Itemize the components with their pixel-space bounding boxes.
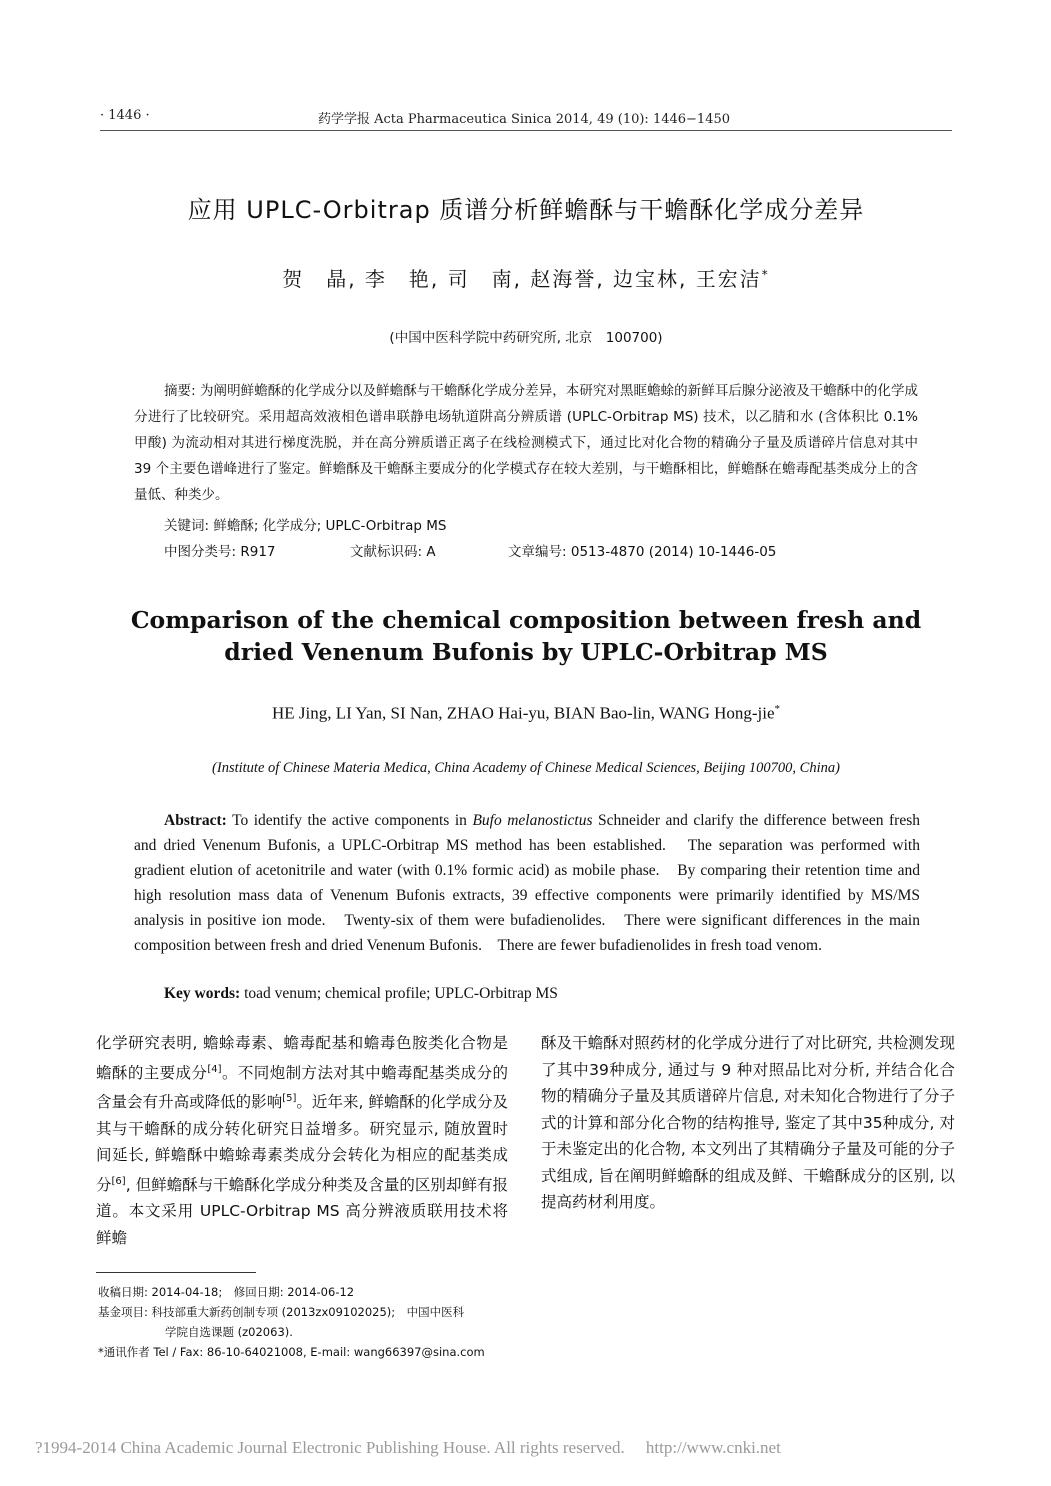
english-abstract-post: Schneider and clarify the difference between fresh and dried Venenum Bufonis, a UPLC-Orbitrap MS method has been established. The separation was performed with gradient elution of acetonitrile and water (with 0.1% formic acid) as mobile phase. By comparing their retention time and high resolution mass data of Venenum Bufonis extracts, 39 effective components were primarily identified by MS/MS analysis in positive ion mode. Twenty-six of them were bufadienolides. There were significant differences in the main composition between fresh and dried Venenum Bufonis. There are fewer bufadienolides in fresh toad venom. bbox=[134, 812, 920, 954]
body-text-a: 化学研究表明, 蟾蜍毒素、蟾毒配基和蟾毒色胺类化合物是蟾酥的主要成分 bbox=[96, 1034, 508, 1082]
english-title bbox=[100, 604, 952, 668]
citation-6: [6] bbox=[111, 1175, 126, 1187]
running-header bbox=[100, 108, 952, 128]
doc-label: 文献标识码: bbox=[350, 544, 423, 560]
english-author-names: HE Jing, LI Yan, SI Nan, ZHAO Hai-yu, BIAN Bao-lin, WANG Hong-jie bbox=[271, 703, 775, 723]
footnotes bbox=[98, 1282, 518, 1362]
doc-code bbox=[350, 540, 436, 560]
chinese-author-names: 贺 晶, 李 艳, 司 南, 赵海誉, 边宝林, 王宏洁 bbox=[282, 267, 762, 291]
class-label: 中图分类号: bbox=[164, 544, 237, 560]
corresponding-author: *通讯作者 Tel / Fax: 86-10-64021008, E-mail: wang66397@sina.com bbox=[98, 1345, 485, 1359]
corresponding-mark: * bbox=[761, 267, 770, 282]
english-authors bbox=[100, 703, 952, 724]
classification-line bbox=[164, 540, 924, 560]
article-value: 0513-4870 (2014) 10-1446-05 bbox=[570, 544, 777, 560]
english-affiliation: (Institute of Chinese Materia Medica, China Academy of Chinese Medical Sciences, Beijing 100700, China) bbox=[212, 760, 840, 776]
abstract-text: 为阐明鲜蟾酥的化学成分以及鲜蟾酥与干蟾酥化学成分差异，本研究对黑眶蟾蜍的新鲜耳后腺分泌液及干蟾酥中的化学成分进行了比较研究。采用超高效液相色谱串联静电场轨道阱高分辨质谱 (UPLC-Orbitrap MS) 技术，以乙腈和水 (含体积比 0.1% 甲酸) 为流动相对其进行梯度洗脱，并在高分辨质谱正离子在线检测模式下，通过比对化合物的精确分子量及质谱碎片信息对其中 39 个主要色谱峰进行了鉴定。鲜蟾酥及干蟾酥主要成分的化学模式存在较大差别，与干蟾酥相比，鲜蟾酥在蟾毒配基类成分上的含量低、种类少。 bbox=[134, 383, 918, 503]
english-corresponding-mark: * bbox=[774, 703, 781, 715]
doc-value: A bbox=[426, 544, 436, 560]
citation-5: [5] bbox=[282, 1093, 297, 1105]
fund-line-1: 基金项目: 科技部重大新药创制专项 (2013zx09102025); 中国中医科 bbox=[98, 1305, 465, 1319]
fund-line-2: 学院自选课题 (z02063). bbox=[165, 1325, 293, 1339]
header-divider bbox=[100, 130, 952, 131]
class-number bbox=[164, 540, 276, 560]
abstract-label: 摘要: bbox=[164, 383, 196, 399]
chinese-abstract bbox=[134, 378, 918, 508]
citation-4: [4] bbox=[207, 1063, 222, 1075]
journal-citation: 药学学报 Acta Pharmaceutica Sinica 2014, 49 (10): 1446−1450 bbox=[318, 112, 731, 127]
chinese-authors bbox=[100, 263, 952, 292]
article-number bbox=[508, 540, 776, 560]
english-abstract bbox=[134, 808, 920, 958]
english-abstract-label: Abstract: bbox=[164, 812, 227, 829]
chinese-title: 应用 UPLC-Orbitrap 质谱分析鲜蟾酥与干蟾酥化学成分差异 bbox=[187, 196, 865, 224]
body-left-column bbox=[96, 1030, 508, 1251]
body-text-d: , 但鲜蟾酥与干蟾酥化学成分种类及含量的区别却鲜有报道。本文采用 UPLC-Orbitrap MS 高分辨液质联用技术将鲜蟾 bbox=[96, 1175, 508, 1247]
keywords-label: 关键词: bbox=[164, 518, 210, 534]
page-number: · 1446 · bbox=[100, 108, 150, 123]
class-value: R917 bbox=[240, 544, 276, 560]
english-title-line-1: Comparison of the chemical composition between fresh and bbox=[130, 606, 922, 634]
english-keywords-label: Key words: bbox=[164, 985, 241, 1002]
copyright-footer: ?1994-2014 China Academic Journal Electronic Publishing House. All rights reserved. http://www.cnki.net bbox=[35, 1438, 781, 1457]
body-text-c: 。近年来, 鲜蟾酥的化学成分及其与干蟾酥的成分转化研究日益增多。研究显示, 随放置时间延长, 鲜蟾酥中蟾蜍毒素类成分会转化为相应的配基类成分 bbox=[96, 1093, 508, 1194]
english-keywords bbox=[164, 985, 924, 1003]
body-right-column: 酥及干蟾酥对照药材的化学成分进行了对比研究, 共检测发现了其中39种成分, 通过与 9 种对照品比对分析, 并结合化合物的精确分子量及其质谱碎片信息, 对未知化合物进行了分子式的计算和部分化合物的结构推导, 鉴定了其中35种成分, 对于未鉴定出的化合物, 本文列出了其精确分子量及可能的分子式组成, 旨在阐明鲜蟾酥的组成及鲜、干蟾酥成分的区别, 以提高药材利用度。 bbox=[541, 1034, 955, 1211]
chinese-affiliation: (中国中医科学院中药研究所, 北京 100700) bbox=[389, 330, 663, 346]
body-text-b: 。不同炮制方法对其中蟾毒配基类成分的含量会有升高或降低的影响 bbox=[96, 1063, 508, 1112]
english-abstract-pre: To identify the active components in bbox=[232, 812, 473, 829]
keywords-text: 鲜蟾酥; 化学成分; UPLC-Orbitrap MS bbox=[213, 518, 447, 534]
received-date: 收稿日期: 2014-04-18; 修回日期: 2014-06-12 bbox=[98, 1285, 355, 1299]
english-title-line-2: dried Venenum Bufonis by UPLC-Orbitrap MS bbox=[224, 638, 828, 666]
article-label: 文章编号: bbox=[508, 544, 567, 560]
chinese-keywords bbox=[164, 514, 924, 534]
species-name: Bufo melanostictus bbox=[472, 812, 593, 829]
footnote-divider bbox=[96, 1272, 256, 1273]
english-keywords-text: toad venum; chemical profile; UPLC-Orbitrap MS bbox=[244, 985, 558, 1002]
